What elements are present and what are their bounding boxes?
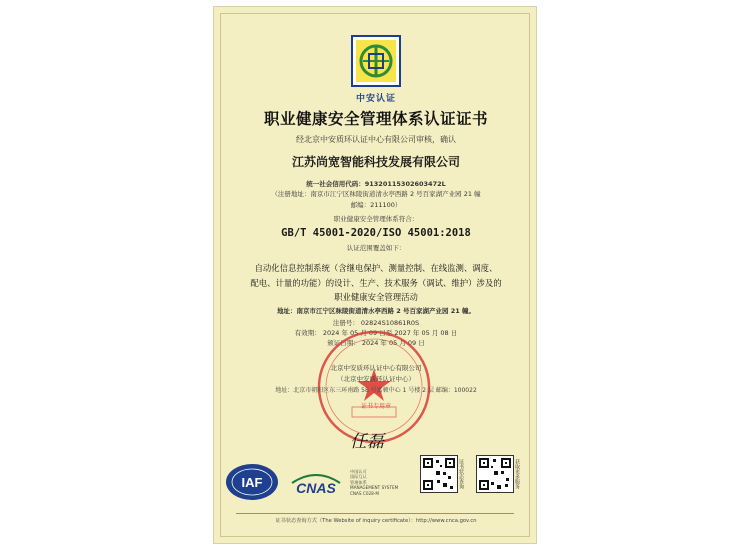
registered-address: （注册地址：南京市江宁区秣陵街道清水亭西路 2 号百家湖产业园 21 幢 [271, 190, 481, 198]
cnas-label: CNAS [296, 480, 336, 496]
scope-line: 职业健康安全管理活动 [334, 292, 418, 302]
issuer-alt-name: （北京中安质环认证中心） [337, 375, 415, 383]
issuer-address: 地址：北京市朝阳区东三环南路 58 号富顿中心 1 号楼 2 层 邮编：100022 [275, 387, 477, 394]
scope-line: 配电、计量的功能）的设计、生产、技术服务（调试、维护）涉及的 [250, 277, 502, 288]
standard: GB/T 45001-2020/ISO 45001:2018 [281, 227, 471, 239]
certificate-title: 职业健康安全管理体系认证证书 [263, 110, 488, 128]
iaf-label: IAF [241, 475, 263, 490]
certificate [213, 6, 537, 544]
seal-text: 证书专用章 [360, 403, 391, 410]
qr-code-icon[interactable] [420, 455, 458, 493]
issue-date: 颁证日期： 2024 年 05 月 09 日 [327, 339, 425, 347]
brand-name: 中安认证 [355, 94, 396, 104]
validity: 有效期： 2024 年 05 月 09 日至 2027 年 05 月 08 日 [294, 329, 458, 337]
company-name: 江苏尚宽智能科技发展有限公司 [291, 155, 460, 169]
signature: 任磊 [350, 432, 384, 452]
cnas-line: 管理体系 [350, 479, 367, 485]
qr-label-service: 获取更多服务 [514, 459, 520, 489]
iaf-logo-icon [224, 462, 280, 502]
cnas-line: 国际互认 [350, 474, 367, 480]
cnas-line: 中国认可 [350, 469, 367, 474]
scope-line: 自动化信息控制系统（含继电保护、测量控制、在线监测、调度、 [254, 263, 498, 273]
cnas-logo-icon [286, 467, 346, 499]
brand-logo-icon [351, 35, 401, 87]
qr-label-status: 证书状态查询 [458, 459, 464, 489]
intro-text: 经北京中安质环认证中心有限公司审核，确认 [296, 135, 456, 144]
footer-inquiry: 证书状态查询方式（The Website of inquiry certificate）：http://www.cnca.gov.cn [275, 518, 477, 524]
issuer-name: 北京中安质环认证中心有限公司 [330, 364, 422, 372]
scope-label: 认证范围覆盖如下： [346, 244, 406, 252]
site-address: 地址：南京市江宁区秣陵街道清水亭西路 2 号百家湖产业园 21 幢。 [276, 307, 476, 315]
cert-number: 注册号： 02824S10861R0S [332, 319, 420, 327]
postcode: 邮编：211100） [350, 201, 402, 209]
footer-divider [236, 513, 514, 514]
qr-code-icon[interactable] [476, 455, 514, 493]
cnas-info [350, 469, 398, 496]
scope-text [234, 261, 518, 305]
cnas-line: MANAGEMENT SYSTEM [350, 485, 399, 491]
cnas-line: CNAS C028-M [350, 490, 379, 496]
credit-code: 统一社会信用代码：91320115302603472L [306, 180, 446, 188]
conform-label: 职业健康安全管理体系符合： [333, 215, 419, 223]
